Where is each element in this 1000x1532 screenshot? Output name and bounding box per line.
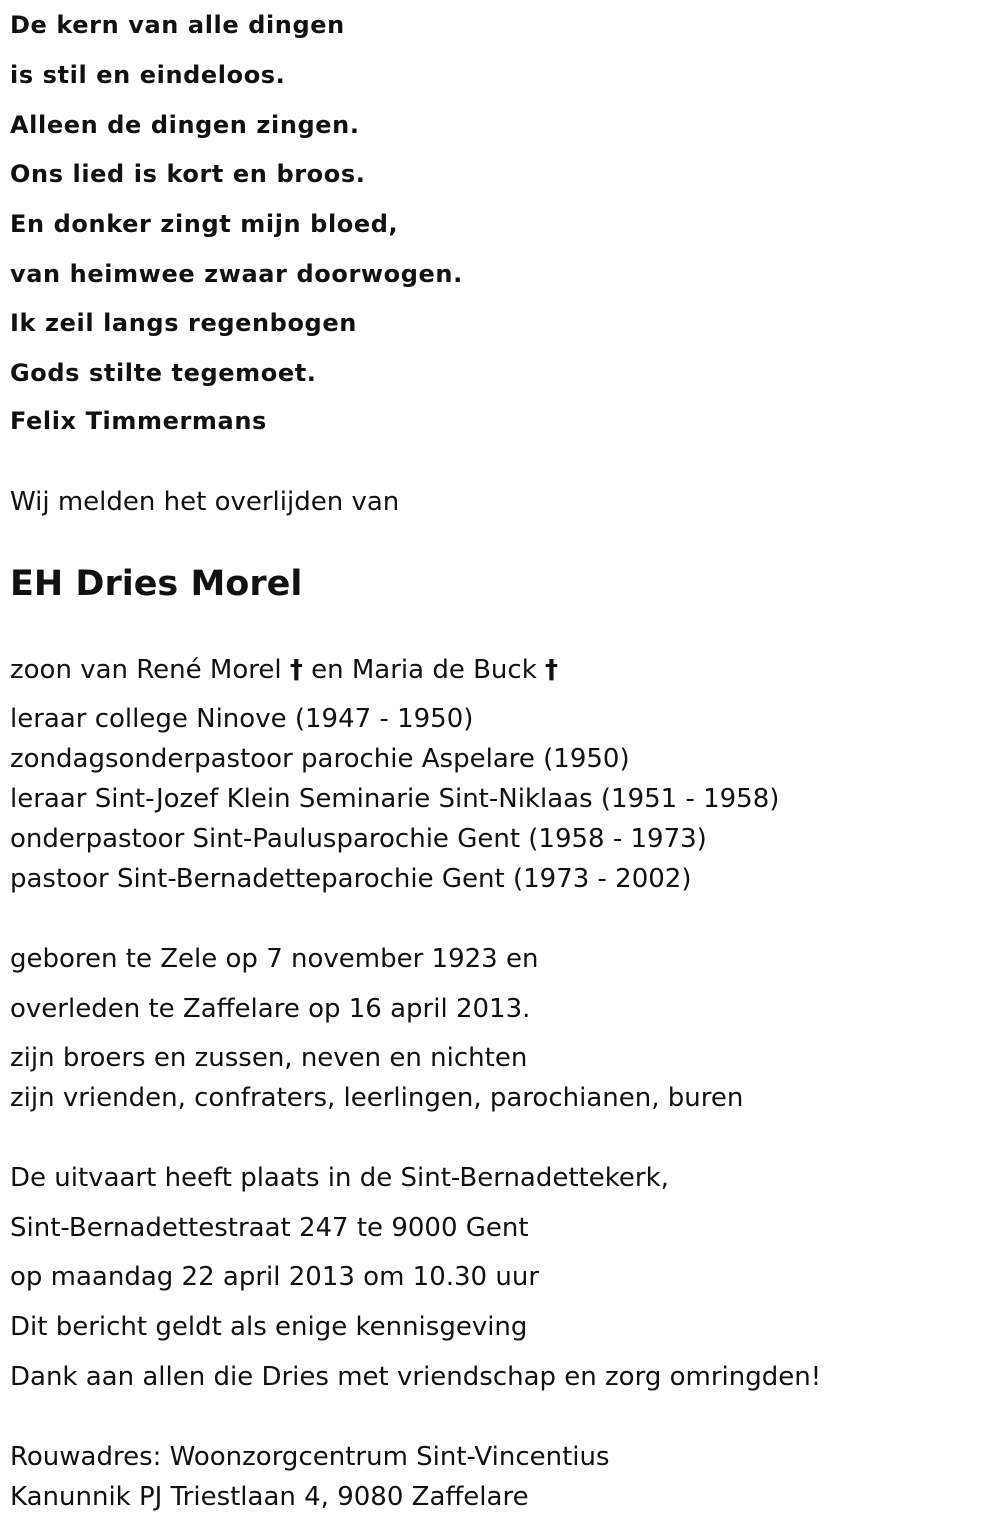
career-item: zondagsonderpastoor parochie Aspelare (1950) bbox=[10, 744, 630, 774]
father-text: zoon van René Morel bbox=[10, 655, 282, 685]
parents-line bbox=[10, 654, 558, 686]
poem-line: En donker zingt mijn bloed, bbox=[10, 210, 399, 238]
address-line: Kanunnik PJ Triestlaan 4, 9080 Zaffelare bbox=[10, 1482, 529, 1512]
funeral-line: op maandag 22 april 2013 om 10.30 uur bbox=[10, 1262, 540, 1292]
deceased-name: EH Dries Morel bbox=[10, 564, 303, 604]
funeral-line: Sint-Bernadettestraat 247 te 9000 Gent bbox=[10, 1213, 529, 1243]
poem-line: Ik zeil langs regenbogen bbox=[10, 309, 357, 337]
poem-author: Felix Timmermans bbox=[10, 407, 267, 435]
death-line: overleden te Zaffelare op 16 april 2013. bbox=[10, 994, 531, 1024]
career-item: pastoor Sint-Bernadetteparochie Gent (1973 - 2002) bbox=[10, 864, 692, 894]
family-line: zijn broers en zussen, neven en nichten bbox=[10, 1043, 528, 1073]
family-line: zijn vrienden, confraters, leerlingen, parochianen, buren bbox=[10, 1083, 744, 1113]
poem-line: van heimwee zwaar doorwogen. bbox=[10, 260, 463, 288]
funeral-line: De uitvaart heeft plaats in de Sint-Bernadettekerk, bbox=[10, 1163, 669, 1193]
announcement-text: Wij melden het overlijden van bbox=[10, 487, 400, 517]
poem-line: is stil en eindeloos. bbox=[10, 61, 286, 89]
career-item: leraar Sint-Jozef Klein Seminarie Sint-Niklaas (1951 - 1958) bbox=[10, 784, 780, 814]
birth-line: geboren te Zele op 7 november 1923 en bbox=[10, 944, 539, 974]
mother-text: en Maria de Buck bbox=[311, 655, 537, 685]
cross-icon: † bbox=[289, 655, 303, 685]
poem-line: Gods stilte tegemoet. bbox=[10, 359, 317, 387]
address-line: Rouwadres: Woonzorgcentrum Sint-Vincentius bbox=[10, 1442, 610, 1472]
career-item: leraar college Ninove (1947 - 1950) bbox=[10, 704, 474, 734]
funeral-line: Dank aan allen die Dries met vriendschap en zorg omringden! bbox=[10, 1362, 822, 1392]
poem-line: De kern van alle dingen bbox=[10, 11, 345, 39]
cross-icon: † bbox=[545, 655, 559, 685]
funeral-line: Dit bericht geldt als enige kennisgeving bbox=[10, 1312, 528, 1342]
career-item: onderpastoor Sint-Paulusparochie Gent (1958 - 1973) bbox=[10, 824, 707, 854]
poem-line: Ons lied is kort en broos. bbox=[10, 160, 366, 188]
poem-line: Alleen de dingen zingen. bbox=[10, 111, 360, 139]
